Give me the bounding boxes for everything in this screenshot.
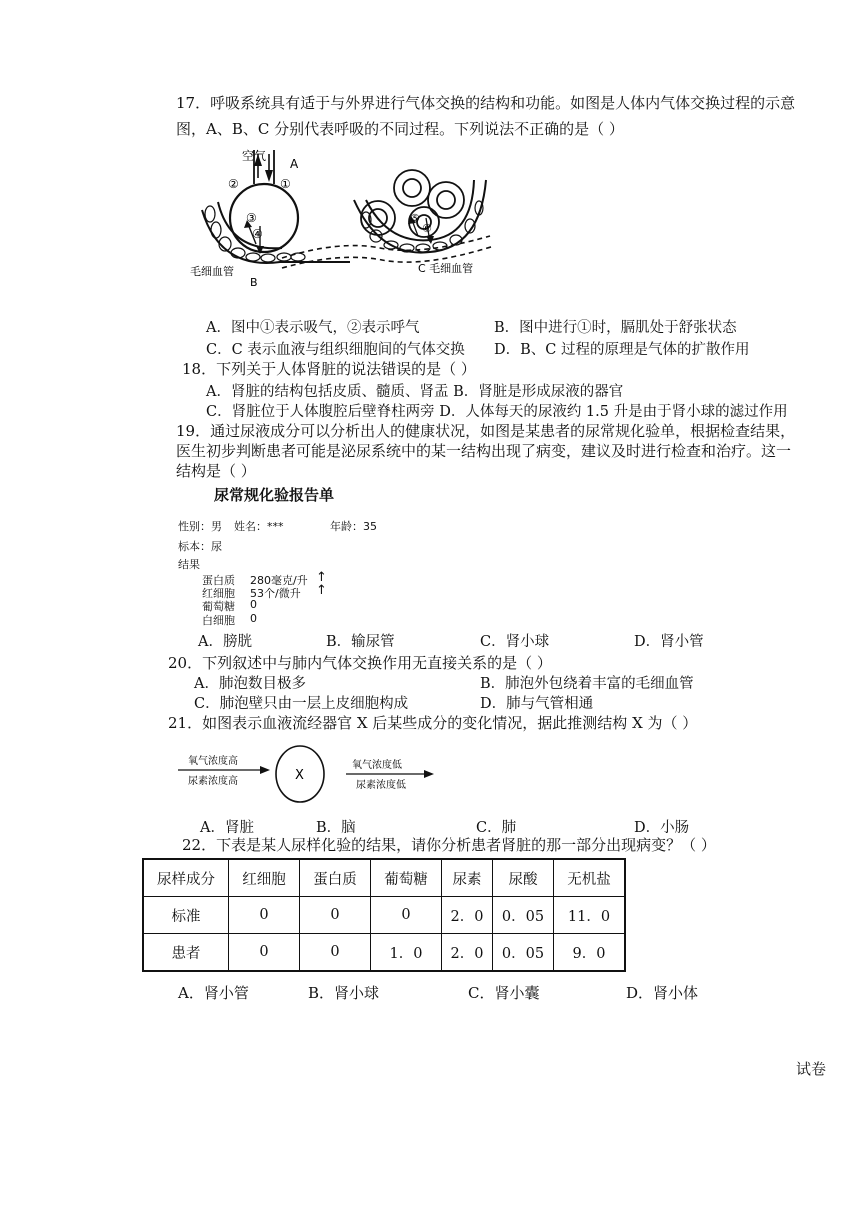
report-wbc: 白细胞 — [202, 614, 235, 627]
in-bottom-label: 尿素浓度高 — [188, 776, 238, 787]
q17-stem-line2: 图，A、B、C 分别代表呼吸的不同过程。下列说法不正确的是（ ） — [176, 120, 624, 138]
table-cell: 0 — [371, 897, 442, 934]
table-header: 红细胞 — [229, 859, 300, 897]
num-4: ④ — [252, 227, 263, 241]
report-title: 尿常规化验报告单 — [214, 486, 335, 504]
report-name: 姓名：*** — [234, 520, 284, 533]
table-header: 无机盐 — [554, 859, 626, 897]
report-wbc-value: 0 — [250, 612, 257, 625]
table-cell: 0 — [229, 934, 300, 972]
up-arrow-icon: ↑ — [316, 570, 327, 585]
table-cell: 标准 — [143, 897, 229, 934]
report-glucose: 葡萄糖 — [202, 600, 235, 613]
q17-gas-exchange-diagram — [190, 140, 510, 290]
q19-option-d[interactable]: D．肾小管 — [634, 634, 704, 650]
q18-options-cd[interactable]: C．肾脏位于人体腹腔后壁脊柱两旁 D．人体每天的尿液约 1.5 升是由于肾小球的滤过作用 — [206, 404, 788, 420]
report-rbc-value: 53个/微升 — [250, 587, 301, 600]
report-result: 结果 — [178, 558, 200, 571]
table-cell: 0．05 — [493, 934, 554, 972]
footer-label: 试卷 — [796, 1060, 827, 1078]
label-b: B — [250, 276, 258, 289]
table-cell: 1．0 — [371, 934, 442, 972]
q20-option-d[interactable]: D．肺与气管相通 — [480, 696, 594, 712]
table-header: 尿酸 — [493, 859, 554, 897]
q17-stem-line1: 17．呼吸系统具有适于与外界进行气体交换的结构和功能。如图是人体内气体交换过程的示意 — [176, 94, 796, 112]
q17-option-a[interactable]: A．图中①表示吸气，②表示呼气 — [206, 320, 420, 336]
urine-test-table — [142, 858, 626, 972]
q22-option-a[interactable]: A．肾小管 — [178, 984, 249, 1002]
table-header: 尿样成分 — [143, 859, 229, 897]
q17-option-d[interactable]: D．B、C 过程的原理是气体的扩散作用 — [494, 342, 750, 358]
q21-stem: 21．如图表示血液流经器官 X 后某些成分的变化情况，据此推测结构 X 为（ ） — [168, 714, 698, 732]
q22-option-c[interactable]: C．肾小囊 — [468, 984, 540, 1002]
table-row — [143, 897, 625, 934]
q19-option-b[interactable]: B．输尿管 — [326, 634, 395, 650]
q21-option-a[interactable]: A．肾脏 — [200, 820, 254, 836]
q21-option-c[interactable]: C．肺 — [476, 820, 517, 836]
capillary-left-label: 毛细血管 — [190, 265, 234, 278]
q20-option-a[interactable]: A．肺泡数目极多 — [194, 676, 306, 692]
label-a: A — [290, 157, 299, 171]
report-rbc: 红细胞 — [202, 587, 235, 600]
num-2: ② — [228, 177, 239, 191]
q20-stem: 20．下列叙述中与肺内气体交换作用无直接关系的是（ ） — [168, 654, 552, 672]
q22-option-d[interactable]: D．肾小体 — [626, 984, 699, 1002]
table-cell: 9．0 — [554, 934, 626, 972]
num-1: ① — [280, 177, 291, 191]
report-age: 年龄：35 — [330, 520, 377, 533]
report-protein: 蛋白质 — [202, 574, 235, 587]
report-protein-value: 280毫克/升 — [250, 574, 308, 587]
report-gender: 性别：男 — [178, 520, 222, 533]
table-header: 蛋白质 — [300, 859, 371, 897]
table-cell: 2．0 — [442, 934, 493, 972]
table-cell: 0．05 — [493, 897, 554, 934]
table-cell: 患者 — [143, 934, 229, 972]
table-cell: 0 — [300, 934, 371, 972]
table-header: 尿素 — [442, 859, 493, 897]
table-cell: 11．0 — [554, 897, 626, 934]
q21-option-d[interactable]: D．小肠 — [634, 820, 690, 836]
q19-stem-line1: 19．通过尿液成分可以分析出人的健康状况，如图是某患者的尿常规化验单，根据检查结果， — [176, 422, 796, 440]
report-sample: 标本：尿 — [178, 540, 222, 553]
q20-option-b[interactable]: B．肺泡外包绕着丰富的毛细血管 — [480, 676, 694, 692]
num-3: ③ — [246, 211, 257, 225]
q22-option-b[interactable]: B．肾小球 — [308, 984, 380, 1002]
in-top-label: 氧气浓度高 — [188, 756, 238, 767]
capillary-right-label: C 毛细血管 — [418, 262, 474, 275]
q21-option-b[interactable]: B．脑 — [316, 820, 356, 836]
q19-option-c[interactable]: C．肾小球 — [480, 634, 550, 650]
organ-x-label: X — [295, 768, 304, 783]
table-cell: 2．0 — [442, 897, 493, 934]
q17-option-c[interactable]: C．C 表示血液与组织细胞间的气体交换 — [206, 342, 465, 358]
out-bottom-label: 尿素浓度低 — [356, 780, 406, 791]
out-top-label: 氧气浓度低 — [352, 760, 402, 771]
table-header: 葡萄糖 — [371, 859, 442, 897]
q20-option-c[interactable]: C．肺泡壁只由一层上皮细胞构成 — [194, 696, 409, 712]
table-row — [143, 934, 625, 972]
report-glucose-value: 0 — [250, 598, 257, 611]
up-arrow-icon: ↑ — [316, 583, 327, 598]
num-6: ⑥ — [422, 222, 432, 235]
q18-stem: 18．下列关于人体肾脏的说法错误的是（ ） — [182, 360, 476, 378]
table-header-row — [143, 859, 625, 897]
table-cell: 0 — [229, 897, 300, 934]
q19-stem-line2: 医生初步判断患者可能是泌尿系统中的某一结构出现了病变，建议及时进行检查和治疗。这一 — [176, 442, 792, 460]
air-label: 空气 — [242, 149, 267, 163]
q19-stem-line3: 结构是（ ） — [176, 462, 256, 480]
q18-options-ab[interactable]: A．肾脏的结构包括皮质、髓质、肾盂 B．肾脏是形成尿液的器官 — [206, 384, 624, 400]
table-cell: 0 — [300, 897, 371, 934]
q22-stem: 22．下表是某人尿样化验的结果，请你分析患者肾脏的那一部分出现病变？（ ） — [182, 836, 716, 854]
num-5: ⑤ — [410, 212, 420, 225]
q17-option-b[interactable]: B．图中进行①时，膈肌处于舒张状态 — [494, 320, 737, 336]
q19-option-a[interactable]: A．膀胱 — [198, 634, 252, 650]
q21-organ-diagram — [176, 744, 446, 810]
